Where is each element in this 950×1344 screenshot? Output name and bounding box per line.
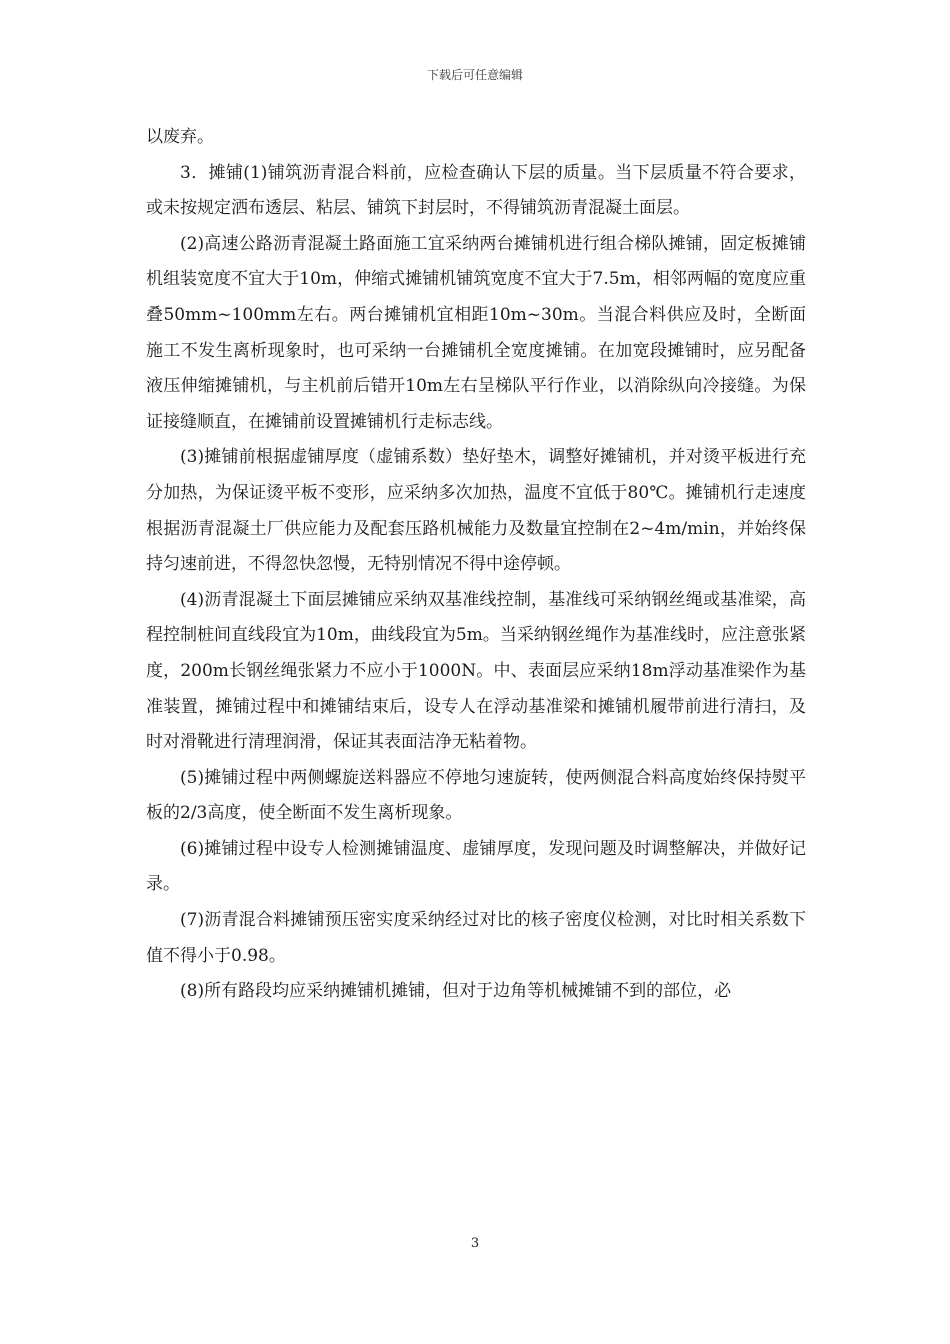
page-header: 下载后可任意编辑 bbox=[426, 68, 523, 82]
page-number: 3 bbox=[470, 1236, 480, 1251]
paragraph-paving-4: (4)沥青混凝土下面层摊铺应采纳双基准线控制，基准线可采纳钢丝绳或基准梁，高程控制桩间直线段宜为10m，曲线段宜为5m。当采纳钢丝绳作为基准线时，应注意张紧度，200m长钢丝绳张紧力不应小于1000N。中、表面层应采纳18m浮动基准梁作为基准装置，摊铺过程中和摊铺结束后，设专人在浮动基准梁和摊铺机履带前进行清扫，及时对滑靴进行清理润滑，保证其表面洁净无粘着物。 bbox=[146, 589, 806, 753]
paragraph-paving-5: (5)摊铺过程中两侧螺旋送料器应不停地匀速旋转，使两侧混合料高度始终保持熨平板的2/3高度，使全断面不发生离析现象。 bbox=[146, 767, 806, 824]
paragraph-paving-7: (7)沥青混合料摊铺预压密实度采纳经过对比的核子密度仪检测，对比时相关系数下值不得小于0.98。 bbox=[146, 910, 806, 966]
paragraph-continuation: 以废弃。 bbox=[146, 127, 214, 147]
paragraph-paving-2: (2)高速公路沥青混凝土路面施工宜采纳两台摊铺机进行组合梯队摊铺，固定板摊铺机组装宽度不宜大于10m，伸缩式摊铺机铺筑宽度不宜大于7.5m，相邻两幅的宽度应重叠50mm~100mm左右。两台摊铺机宜相距10m~30m。当混合料供应及时，全断面施工不发生离析现象时，也可采纳一台摊铺机全宽度摊铺。在加宽段摊铺时，应另配备液压伸缩摊铺机，与主机前后错开10m左右呈梯队平行作业，以消除纵向冷接缝。为保证接缝顺直，在摊铺前设置摊铺机行走标志线。 bbox=[146, 233, 806, 432]
paragraph-paving-3-1: 3．摊铺(1)铺筑沥青混合料前，应检查确认下层的质量。当下层质量不符合要求，或未按规定洒布透层、粘层、铺筑下封层时，不得铺筑沥青混凝土面层。 bbox=[146, 162, 806, 219]
body-text bbox=[146, 120, 806, 1010]
paragraph-paving-6: (6)摊铺过程中设专人检测摊铺温度、虚铺厚度，发现问题及时调整解决，并做好记录。 bbox=[146, 838, 806, 895]
paragraph-paving-3: (3)摊铺前根据虚铺厚度（虚铺系数）垫好垫木，调整好摊铺机，并对烫平板进行充分加热，为保证烫平板不变形，应采纳多次加热，温度不宜低于80℃。摊铺机行走速度根据沥青混凝土厂供应能力及配套压路机械能力及数量宜控制在2~4m/min，并始终保持匀速前进，不得忽快忽慢，无特别情况不得中途停顿。 bbox=[146, 447, 806, 575]
paragraph-paving-8: (8)所有路段均应采纳摊铺机摊铺，但对于边角等机械摊铺不到的部位，必 bbox=[180, 981, 732, 1002]
